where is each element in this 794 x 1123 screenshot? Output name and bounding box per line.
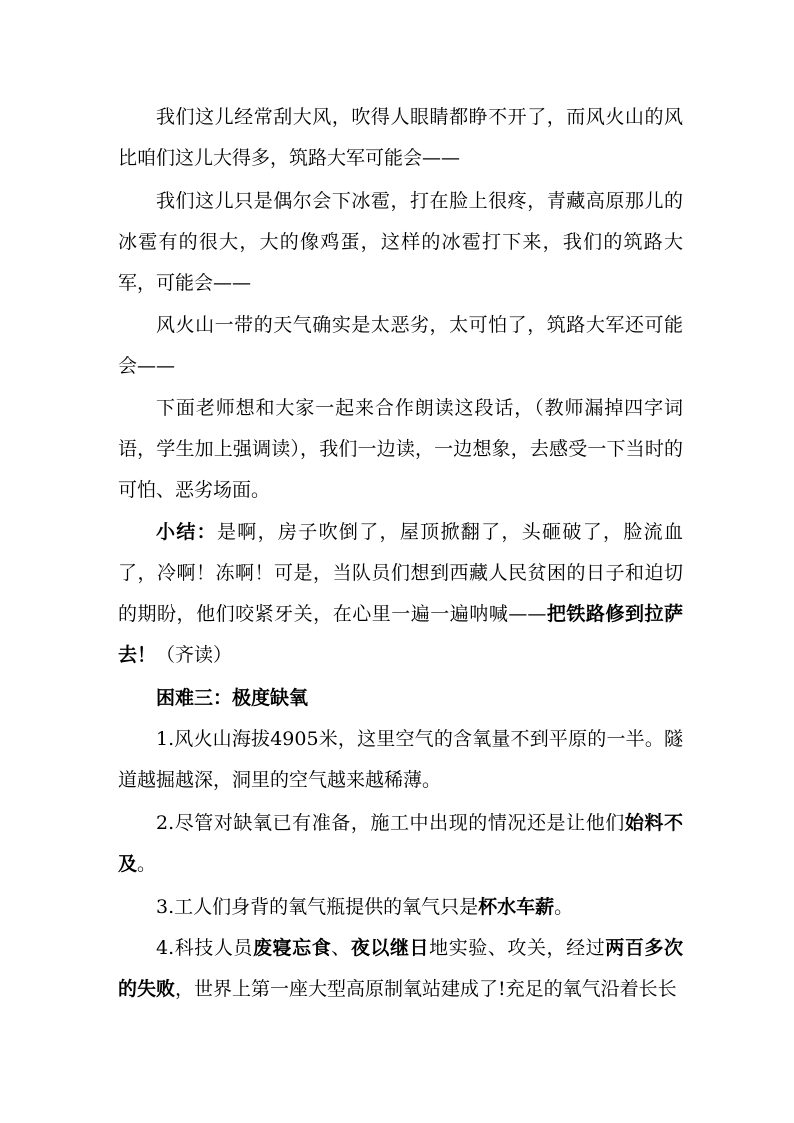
list-item-3-text: 3.工人们身背的氧气瓶提供的氧气只是: [156, 896, 479, 918]
paragraph-reading-together: 下面老师想和大家一起来合作朗读这段话，（教师漏掉四字词语，学生加上强调读），我们一边读，一边想象，去感受一下当时的可怕、恶劣场面。: [118, 397, 683, 501]
summary-note: （齐读）: [156, 644, 233, 666]
list-item-4: [118, 928, 683, 1010]
list-item-1: 1.风火山海拔4905米，这里空气的含氧量不到平原的一半。隧道越掘越深，洞里的空气越来越稀薄。: [118, 728, 683, 791]
summary-text: 是啊，房子吹倒了，屋顶掀翻了，头砸破了，脸流血了，冷啊！冻啊！可是，当队员们想到西藏人民贫困的日子和迫切的期盼，他们咬紧牙关，在心里一遍一遍呐喊——: [118, 521, 683, 625]
summary-slogan: 把铁路修到拉萨去！: [118, 603, 683, 666]
list-item-4-keyword-2: 夜以继日: [350, 937, 430, 959]
list-item-4-text-1: 4.科技人员: [156, 937, 253, 959]
list-item-4-text-2: 、: [331, 937, 351, 959]
list-item-2-text: 2.尽管对缺氧已有准备，施工中出现的情况还是让他们: [156, 812, 625, 834]
list-item-2: [118, 803, 683, 885]
paragraph-bad-weather: 风火山一带的天气确实是太恶劣，太可怕了，筑路大军还可能会——: [118, 314, 683, 377]
list-item-2-keyword: 始料不及: [118, 812, 683, 875]
list-item-4-text-4: ，世界上第一座大型高原制氧站建成了!充足的氧气沿着长长: [175, 978, 677, 1000]
list-item-4-keyword-3: 两百多次的失败: [118, 937, 683, 1000]
section-heading-difficulty-three: 困难三：极度缺氧: [156, 687, 309, 709]
paragraph-hail: 我们这儿只是偶尔会下冰雹，打在脸上很疼，青藏高原那儿的冰雹有的很大，大的像鸡蛋，这样的冰雹打下来，我们的筑路大军，可能会——: [118, 190, 683, 294]
list-item-3-keyword: 杯水车薪: [478, 896, 555, 918]
summary-label: 小结：: [156, 521, 217, 543]
list-item-4-keyword-1: 废寝忘食: [252, 937, 332, 959]
list-item-3-end: 。: [554, 896, 574, 918]
paragraph-summary: [118, 512, 683, 676]
list-item-2-end: 。: [137, 853, 157, 875]
paragraph-strong-wind: 我们这儿经常刮大风，吹得人眼睛都睁不开了，而风火山的风比咱们这儿大得多，筑路大军可能会——: [118, 106, 683, 169]
list-item-4-text-3: 地实验、攻关，经过: [429, 937, 606, 959]
list-item-3: [118, 887, 683, 928]
